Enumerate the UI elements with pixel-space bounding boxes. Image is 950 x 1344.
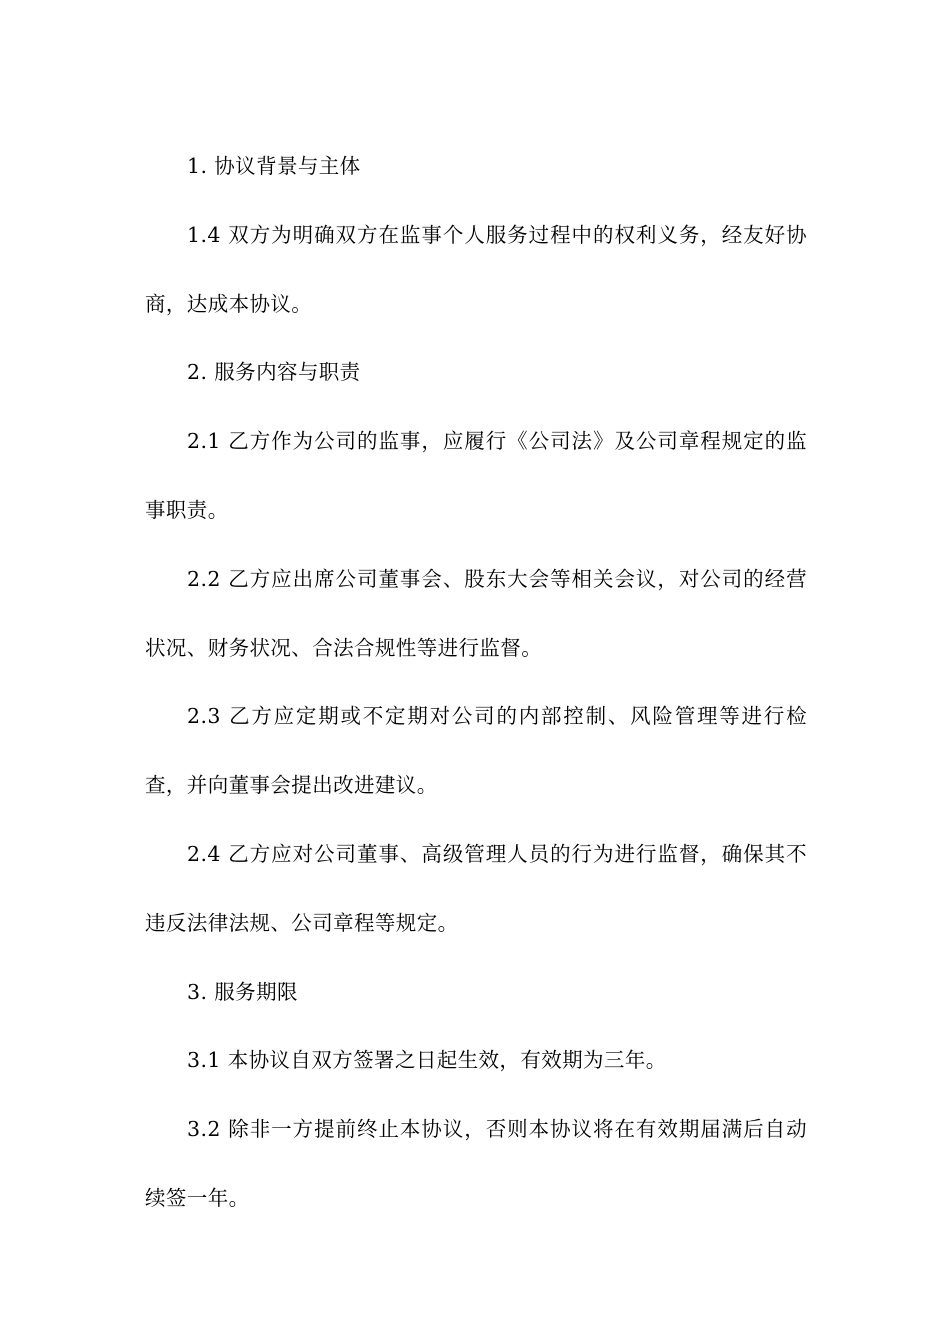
clause-1-4: 1.4 双方为明确双方在监事个人服务过程中的权利义务，经友好协商，达成本协议。 (145, 222, 807, 316)
section-heading-3: 3. 服务期限 (187, 979, 298, 1004)
section-heading-2: 2. 服务内容与职责 (187, 360, 361, 385)
clause-2-1: 2.1 乙方作为公司的监事，应履行《公司法》及公司章程规定的监事职责。 (145, 429, 807, 522)
section-heading-1: 1. 协议背景与主体 (187, 154, 361, 178)
clause-2-4: 2.4 乙方应对公司董事、高级管理人员的行为进行监督，确保其不违反法律法规、公司章程等规定。 (145, 841, 807, 935)
clause-3-1: 3.1 本协议自双方签署之日起生效，有效期为三年。 (187, 1048, 667, 1073)
document-body (145, 132, 807, 1233)
clause-2-2: 2.2 乙方应出席公司董事会、股东大会等相关会议，对公司的经营状况、财务状况、合法合规性等进行监督。 (145, 566, 807, 660)
clause-2-3: 2.3 乙方应定期或不定期对公司的内部控制、风险管理等进行检查，并向董事会提出改进建议。 (145, 704, 807, 798)
clause-3-2: 3.2 除非一方提前终止本协议，否则本协议将在有效期届满后自动续签一年。 (145, 1117, 807, 1210)
